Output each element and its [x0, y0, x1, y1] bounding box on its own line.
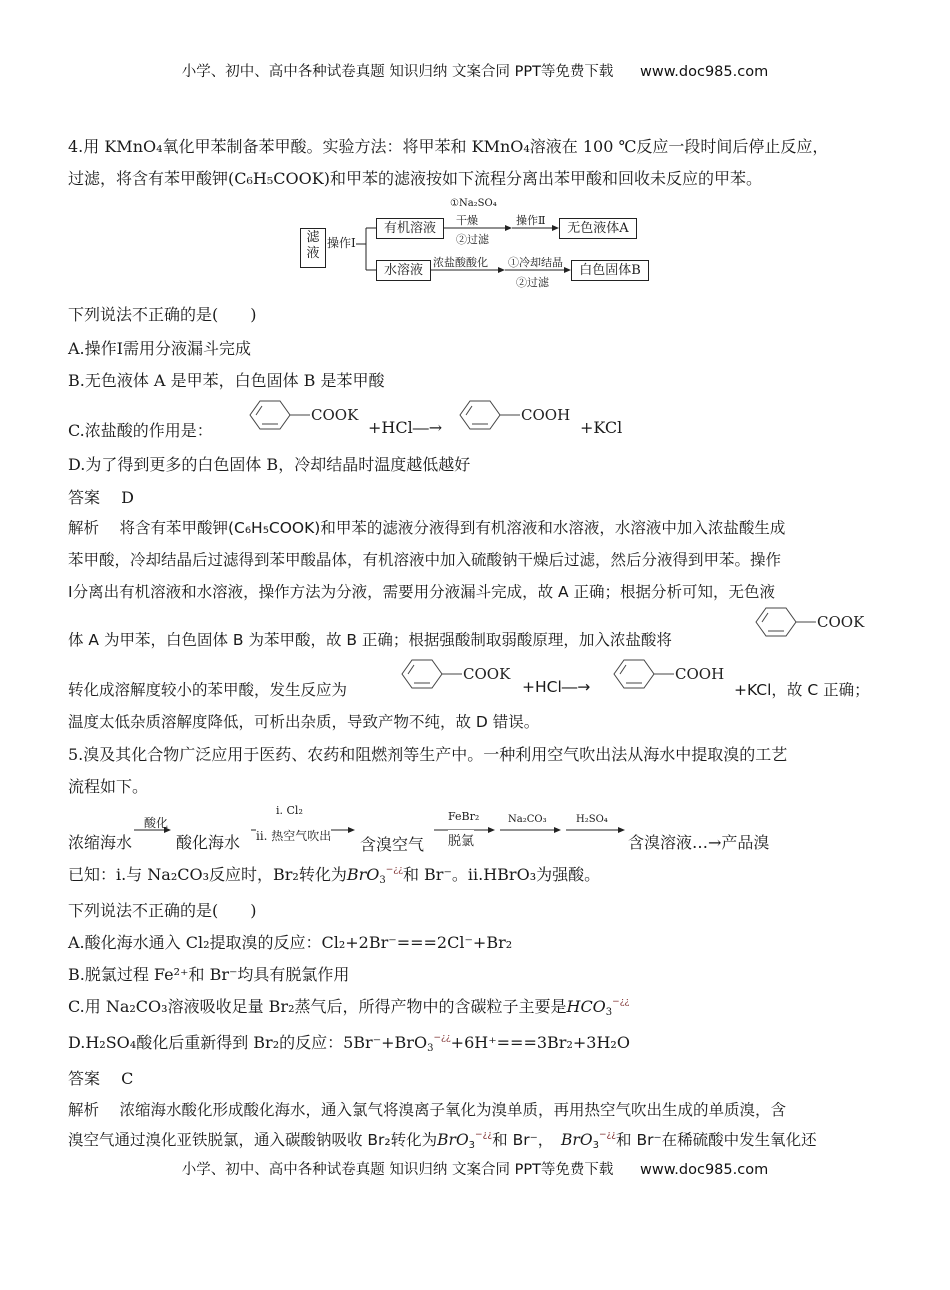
q4-line1: 4.用 KMnO₄氧化甲苯制备苯甲酸。实验方法：将甲苯和 KMnO₄溶液在 100 ℃反应一段时间后停止反应，: [68, 137, 829, 156]
q5-flow-a3top: FeBr₂: [448, 810, 480, 823]
cooh-label: COOH: [521, 406, 571, 424]
q5-known: [68, 862, 600, 886]
q5-flow-a5: H₂SO₄: [576, 814, 608, 825]
page-footer: [0, 1158, 950, 1179]
q5-line1: 5.溴及其化合物广泛应用于医药、农药和阻燃剂等生产中。一种利用空气吹出法从海水中提取溴的工艺: [68, 745, 788, 764]
flow-solidB-box: 白色固体B: [571, 260, 649, 281]
page-header: [0, 60, 950, 81]
answer-value: D: [121, 488, 134, 507]
flow-start-box: [300, 228, 326, 268]
q5-flow-a3bot: 脱氯: [448, 830, 474, 849]
q5-flow-a1: 酸化: [144, 816, 169, 830]
q4-option-b: B.无色液体 A 是甲苯，白色固体 B 是苯甲酸: [68, 371, 385, 390]
header-url[interactable]: www.doc985.com: [640, 64, 769, 80]
q5-exp-ion2-sub: 3: [592, 1140, 599, 1151]
benzene-cook-structure-exp1: [746, 604, 876, 644]
q4-answer: [68, 485, 134, 508]
answer-value: C: [121, 1069, 134, 1088]
q5-flow-a4: Na₂CO₃: [508, 814, 547, 825]
benzene-cooh-structure-exp: [604, 656, 734, 696]
q5-d-b: +6H⁺===3Br₂+3H₂O: [450, 1033, 630, 1052]
q5-c-ion-charge: −¿¿: [612, 997, 630, 1007]
q5-flow-s1: 浓缩海水: [68, 833, 133, 852]
q4-exp4: 体 A 为甲苯，白色固体 B 为苯甲酸，故 B 正确；根据强酸制取弱酸原理，加入浓盐酸将: [68, 631, 672, 649]
flow-op2: 操作Ⅱ: [516, 214, 546, 227]
q5-flow-s4: 含溴溶液…→产品溴: [628, 833, 770, 852]
q5-option-d: [68, 1030, 630, 1054]
answer-label: 答案: [68, 488, 101, 507]
q5-d-charge: −¿¿: [433, 1033, 451, 1043]
flow-liquidA-box: 无色液体A: [559, 218, 637, 239]
q5-c-ion: HCO: [566, 997, 606, 1016]
q4-flowchart: [298, 198, 658, 290]
q5-exp2b: 和 Br⁻，: [492, 1131, 546, 1149]
q4-exp1: [68, 516, 785, 538]
q5-exp2: [68, 1128, 817, 1151]
q5-ask: 下列说法不正确的是( ): [68, 901, 257, 920]
q5-line2: 流程如下。: [68, 777, 149, 796]
flow-org-box: 有机溶液: [376, 218, 444, 239]
known-ion: BrO: [346, 865, 380, 884]
known-a: 已知：ⅰ.与 Na₂CO₃反应时，Br₂转化为: [68, 865, 347, 884]
q5-exp1: [68, 1098, 786, 1120]
benzene-cook-structure-exp2: [392, 656, 522, 696]
flow-filter3: ②过滤: [516, 276, 549, 289]
cook-label: COOK: [311, 406, 359, 424]
benzene-cook-structure-c: [240, 397, 370, 437]
q4-option-a: A.操作Ⅰ需用分液漏斗完成: [68, 339, 251, 358]
header-text: 小学、初中、高中各种试卷真题 知识归纳 文案合同 PPT等免费下载: [181, 64, 614, 80]
benzene-cooh-structure-c: [450, 397, 580, 437]
q5-flow-s2: 酸化海水: [176, 833, 241, 852]
exp-label: 解析: [68, 1101, 100, 1119]
flow-na2so4: ①Na₂SO₄: [450, 198, 497, 209]
footer-url[interactable]: www.doc985.com: [640, 1162, 769, 1178]
q4-exp3: Ⅰ分离出有机溶液和水溶液，操作方法为分液，需要用分液漏斗完成，故 A 正确；根据分析可知，无色液: [68, 583, 776, 601]
q4-option-c-kcl: +KCl: [580, 418, 623, 437]
flow-filter2: ②过滤: [456, 233, 489, 246]
q5-exp-ion1: BrO: [437, 1131, 469, 1149]
q5-c-ion-sub: 3: [605, 1007, 613, 1018]
q4-exp6: 温度太低杂质溶解度降低，可析出杂质，导致产物不纯，故 D 错误。: [68, 713, 540, 731]
q5-d-sub: 3: [427, 1043, 434, 1054]
q5-option-a: A.酸化海水通入 Cl₂提取溴的反应：Cl₂+2Br⁻===2Cl⁻+Br₂: [68, 933, 513, 952]
q4-exp2: 苯甲酸，冷却结晶后过滤得到苯甲酸晶体，有机溶液中加入硫酸钠干燥后过滤，然后分液得到甲苯。操作: [68, 551, 782, 569]
q4-option-c-plus: +HCl―→: [368, 418, 443, 437]
flow-op1: 操作Ⅰ: [327, 236, 356, 250]
q5-option-c: [68, 994, 629, 1018]
flow-dry: 干燥: [456, 214, 478, 227]
q5-exp2a: 溴空气通过溴化亚铁脱氯，通入碳酸钠吸收 Br₂转化为: [68, 1131, 438, 1149]
q5-flow-a2bot: ⅱ. 热空气吹出: [256, 829, 332, 843]
flow-start-label: 滤液: [306, 230, 320, 261]
q5-flowchart: [68, 800, 828, 856]
exp-label: 解析: [68, 519, 100, 537]
known-ion-charge: −¿¿: [385, 865, 403, 875]
flow-hcl: 浓盐酸酸化: [433, 256, 488, 269]
q4-exp5c: +KCl，故 C 正确；: [734, 681, 870, 699]
q4-ask: 下列说法不正确的是( ): [68, 305, 257, 324]
q5-exp-ion2: BrO: [561, 1131, 593, 1149]
known-ion-sub: 3: [379, 875, 386, 886]
q5-exp-ion2-charge: −¿¿: [598, 1130, 617, 1140]
footer-text: 小学、初中、高中各种试卷真题 知识归纳 文案合同 PPT等免费下载: [181, 1162, 614, 1178]
q5-d-a: D.H₂SO₄酸化后重新得到 Br₂的反应：5Br⁻+BrO: [68, 1033, 428, 1052]
q4-option-c-prefix: C.浓盐酸的作用是：: [68, 421, 213, 440]
q5-c-text: C.用 Na₂CO₃溶液吸收足量 Br₂蒸气后，所得产物中的含碳粒子主要是: [68, 997, 567, 1016]
cooh-label: COOH: [675, 665, 725, 683]
q5-flow-s3: 含溴空气: [360, 835, 425, 854]
q5-exp-ion1-sub: 3: [468, 1140, 476, 1151]
q5-exp-ion1-charge: −¿¿: [475, 1130, 493, 1140]
answer-label: 答案: [68, 1069, 101, 1088]
q4-line2: 过滤，将含有苯甲酸钾(C₆H₅COOK)和甲苯的滤液按如下流程分离出苯甲酸和回收未反应的甲苯。: [68, 169, 762, 188]
q4-exp5b: +HCl―→: [522, 678, 591, 696]
q4-option-d: D.为了得到更多的白色固体 B，冷却结晶时温度越低越好: [68, 455, 471, 474]
flow-aq-box: 水溶液: [376, 260, 431, 281]
q5-option-b: B.脱氯过程 Fe²⁺和 Br⁻均具有脱氯作用: [68, 965, 350, 984]
flow-cool: ①冷却结晶: [508, 256, 563, 269]
q5-flow-a2top: ⅰ. Cl₂: [276, 804, 303, 817]
q5-answer: [68, 1066, 133, 1089]
cook-label: COOK: [817, 613, 865, 631]
cook-label: COOK: [463, 665, 511, 683]
exp-text: 浓缩海水酸化形成酸化海水，通入氯气将溴离子氧化为溴单质，再用热空气吹出生成的单质溴，含: [119, 1101, 786, 1119]
q4-exp5a: 转化成溶解度较小的苯甲酸，发生反应为: [68, 681, 348, 699]
q5-exp2c: 和 Br⁻在稀硫酸中发生氧化还: [616, 1131, 817, 1149]
exp-text: 将含有苯甲酸钾(C₆H₅COOK)和甲苯的滤液分液得到有机溶液和水溶液，水溶液中加入浓盐酸生成: [119, 519, 786, 537]
known-b: 和 Br⁻。ⅱ.HBrO₃为强酸。: [402, 865, 601, 884]
